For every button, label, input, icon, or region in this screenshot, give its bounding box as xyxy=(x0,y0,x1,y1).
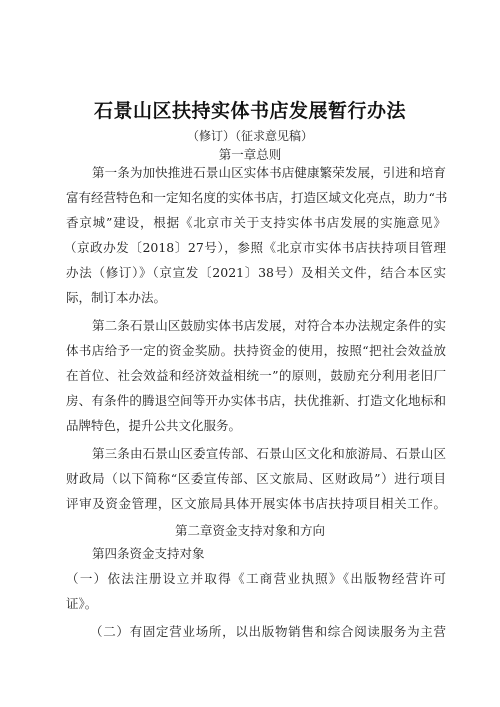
article-2-line-5: 品牌特色，提升公共文化服务。 xyxy=(66,418,242,433)
article-1-line-3: 香京城”建设，根据《北京市关于支持实体书店发展的实施意见》 xyxy=(66,215,446,230)
document-title: 石景山区扶持实体书店发展暂行办法 xyxy=(93,100,406,122)
item-2-line-1: （二）有固定营业场所，以出版物销售和综合阅读服务为主营 xyxy=(90,624,446,639)
item-1-line-2: 证》。 xyxy=(66,596,98,611)
article-4-heading: 第四条资金支持对象 xyxy=(92,546,205,561)
item-1-line-1: （一）依法注册设立并取得《工商营业执照》《出版物经营许可 xyxy=(66,571,446,586)
article-2-line-2: 体书店给予一定的资金奖励。扶持资金的使用，按照“把社会效益放 xyxy=(66,343,446,358)
article-1-line-1: 第一条为加快推进石景山区实体书店健康繁荣发展，引进和培育 xyxy=(92,165,446,180)
article-3-line-3: 评审及资金管理，区文旅局具体开展实体书店扶持项目相关工作。 xyxy=(66,496,446,511)
article-2-line-4: 房、有条件的腾退空间等开办实体书店，扶优推新、打造文化地标和 xyxy=(66,393,446,408)
chapter-1-heading: 第一章总则 xyxy=(218,147,282,162)
article-3-line-1: 第三条由石景山区委宣传部、石景山区文化和旅游局、石景山区 xyxy=(92,446,446,461)
document-subtitle: （修订）（征求意见稿） xyxy=(186,129,313,143)
article-1-line-2: 富有经营特色和一定知名度的实体书店，打造区域文化亮点，助力“书 xyxy=(66,190,448,205)
article-2-line-3: 在首位、社会效益和经济效益相统一”的原则，鼓励充分利用老旧厂 xyxy=(66,368,446,383)
article-1-line-6: 际，制订本办法。 xyxy=(66,290,167,305)
article-1-line-5: 办法（修订）》（京宣发〔2021〕38号）及相关文件，结合本区实 xyxy=(66,265,446,280)
article-1-line-4: （京政办发〔2018〕27号），参照《北京市实体书店扶持项目管理 xyxy=(64,240,446,255)
article-2-line-1: 第二条石景山区鼓励实体书店发展，对符合本办法规定条件的实 xyxy=(92,318,446,333)
article-3-line-2: 财政局（以下简称“区委宣传部、区文旅局、区财政局”）进行项目 xyxy=(66,471,446,486)
chapter-2-heading: 第二章资金支持对象和方向 xyxy=(174,523,325,538)
